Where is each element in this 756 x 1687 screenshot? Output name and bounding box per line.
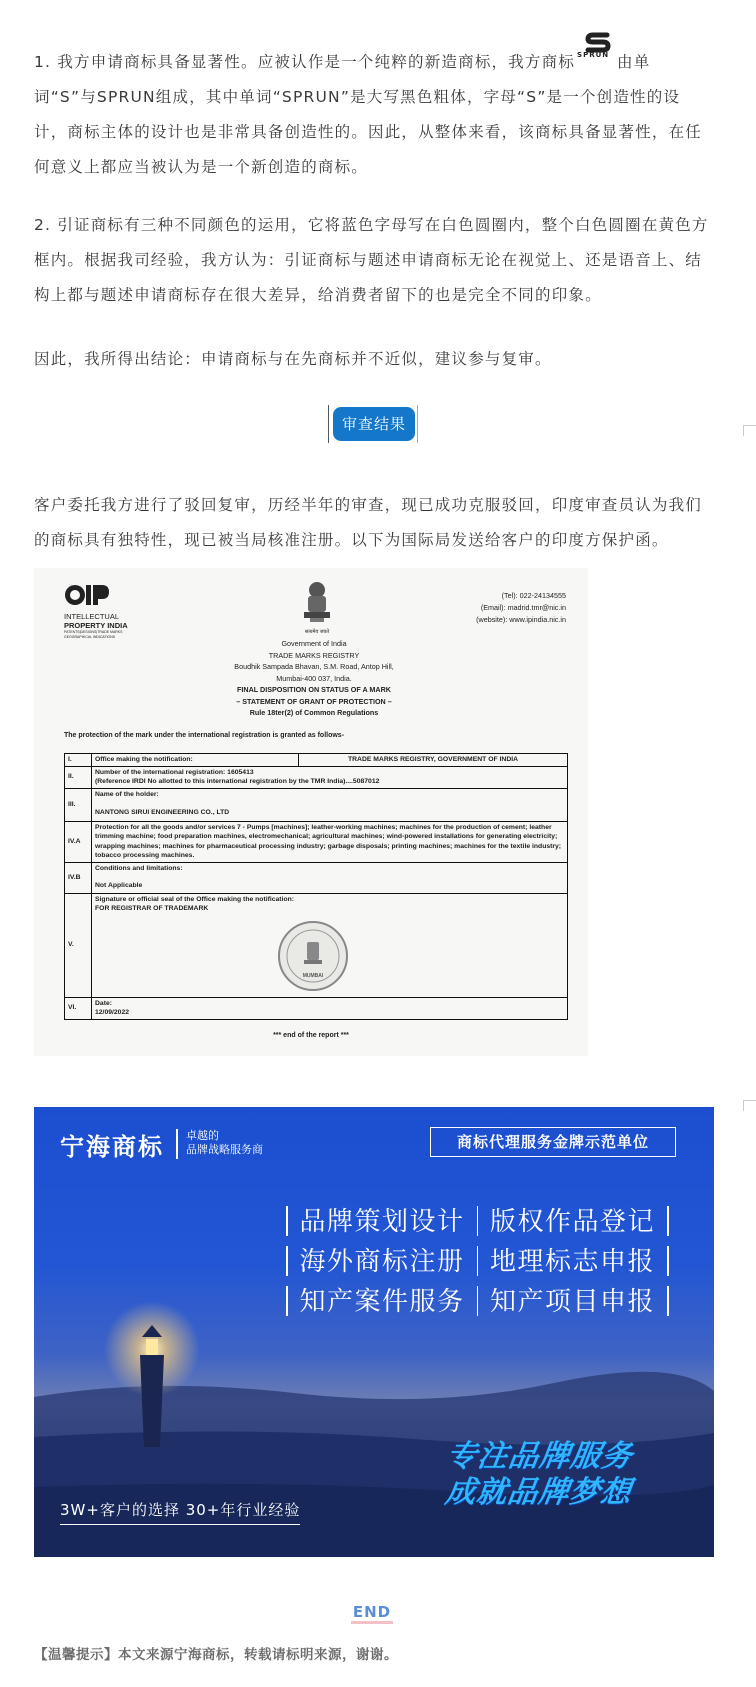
experience-line: 3W+客户的选择 30+年行业经验: [60, 1499, 300, 1525]
review-result-button[interactable]: 审查结果: [333, 407, 415, 441]
emblem-icon: [298, 580, 336, 624]
services-row: 知产案件服务 知产项目申报: [274, 1281, 681, 1318]
brand-tagline: 卓越的 品牌战略服务商: [186, 1129, 263, 1156]
table-row: I. Office making the notification: TRADE MARKS REGISTRY, GOVERNMENT OF INDIA: [65, 754, 568, 767]
table-row: IV.A Protection for all the goods and/or services 7 - Pumps [machines]; leather-working machines; machines for the production of cement; leather trimming machine; food preparation machines, electromechanical; agricultural machines; wind-powered installations for generating electricity; wrapping machines; machines for pharmaceutical processing industry; garbage disposals; printing machines; machines for the textile industry; tobacco processing machines.: [65, 821, 568, 862]
ip-india-icon: [64, 584, 110, 606]
table-row: III. Name of the holder: NANTONG SIRUI ENGINEERING CO., LTD: [65, 788, 568, 821]
reprint-notice: 【温馨提示】本文来源宁海商标，转载请标明来源，谢谢。: [34, 1647, 398, 1663]
official-seal: MUMBAI: [277, 920, 349, 992]
services-row: 海外商标注册 地理标志申报: [274, 1241, 681, 1278]
table-row: VI. Date: 12/09/2022: [65, 997, 568, 1019]
end-marker: END: [0, 1603, 744, 1621]
certificate-heading: Government of India TRADE MARKS REGISTRY Boudhik Sampada Bhavan, S.M. Road, Antop Hill, Mumbai-400 037, India. FINAL DISPOSITION ON STATUS OF A MARK – STATEMENT OF GRANT OF PROTECTION – Rule 18ter(2) of Common Regulations: [234, 639, 394, 717]
end-of-report: *** end of the report ***: [273, 1032, 349, 1039]
corner-mark: [743, 425, 756, 436]
table-row: II. Number of the international registration: 1605413 (Reference IRDI No allotted to this international registration by the TMR India)....5087012: [65, 766, 568, 788]
brand-banner-image: [34, 1107, 714, 1557]
corner-mark: [743, 1100, 756, 1111]
review-result-frame: [328, 405, 418, 443]
paragraph-conclusion: 因此，我所得出结论：申请商标与在先商标并不近似，建议参与复审。: [34, 350, 552, 368]
brand-divider: [176, 1129, 178, 1159]
certificate-table: [64, 753, 568, 1020]
sprun-trademark-logo: SPRUN: [577, 39, 615, 73]
registry-contact: (Tel): 022-24134555 (Email): madrid.tmr@nic.in (website): www.ipindia.nic.in: [476, 591, 566, 624]
table-row: V. Signature or official seal of the Office making the notification: FOR REGISTRAR OF TRADEMARK MUMBAI: [65, 893, 568, 997]
protection-certificate-image: [34, 568, 588, 1056]
table-row: IV.B Conditions and limitations: Not Applicable: [65, 862, 568, 893]
brand-name: 宁海商标: [60, 1133, 164, 1161]
paragraph-cited-mark: 2. 引证商标有三种不同颜色的运用，它将蓝色字母写在白色圆圈内，整个白色圆圈在黄色方框内。根据我司经验，我方认为：引证商标与题述申请商标无论在视觉上、还是语音上、结构上都与题述申请商标存在很大差异，给消费者留下的也是完全不同的印象。: [34, 216, 709, 304]
ipi-logo: INTELLECTUAL PROPERTY INDIA PATENTS|DESIGNS|TRADE MARKS GEOGRAPHICAL INDICATIONS: [64, 584, 144, 640]
s-letter-mark: [585, 31, 611, 53]
national-emblem: सत्यमेव जयते: [298, 580, 336, 630]
paragraph-outcome: 客户委托我方进行了驳回复审，历经半年的审查，现已成功克服驳回，印度审查员认为我们的商标具有独特性，现已被当局核准注册。以下为国际局发送给客户的印度方保护函。: [34, 496, 703, 549]
award-badge: 商标代理服务金牌示范单位: [430, 1127, 676, 1157]
services-row: 品牌策划设计 版权作品登记: [274, 1201, 681, 1238]
slogan: 专注品牌服务 成就品牌梦想: [443, 1439, 636, 1510]
protection-statement: The protection of the mark under the international registration is granted as follows-: [64, 732, 345, 739]
paragraph-distinctiveness: 1. 我方申请商标具备显著性。应被认作是一个纯粹的新造商标，我方商标 SPRUN 由单词“S”与SPRUN组成，其中单词“SPRUN”是大写黑色粗体，字母“S”是一个创造性的设计，商标主体的设计也是非常具备创造性的。因此，从整体来看，该商标具备显著性，在任何意义上都应当被认为是一个新创造的商标。: [34, 39, 710, 185]
